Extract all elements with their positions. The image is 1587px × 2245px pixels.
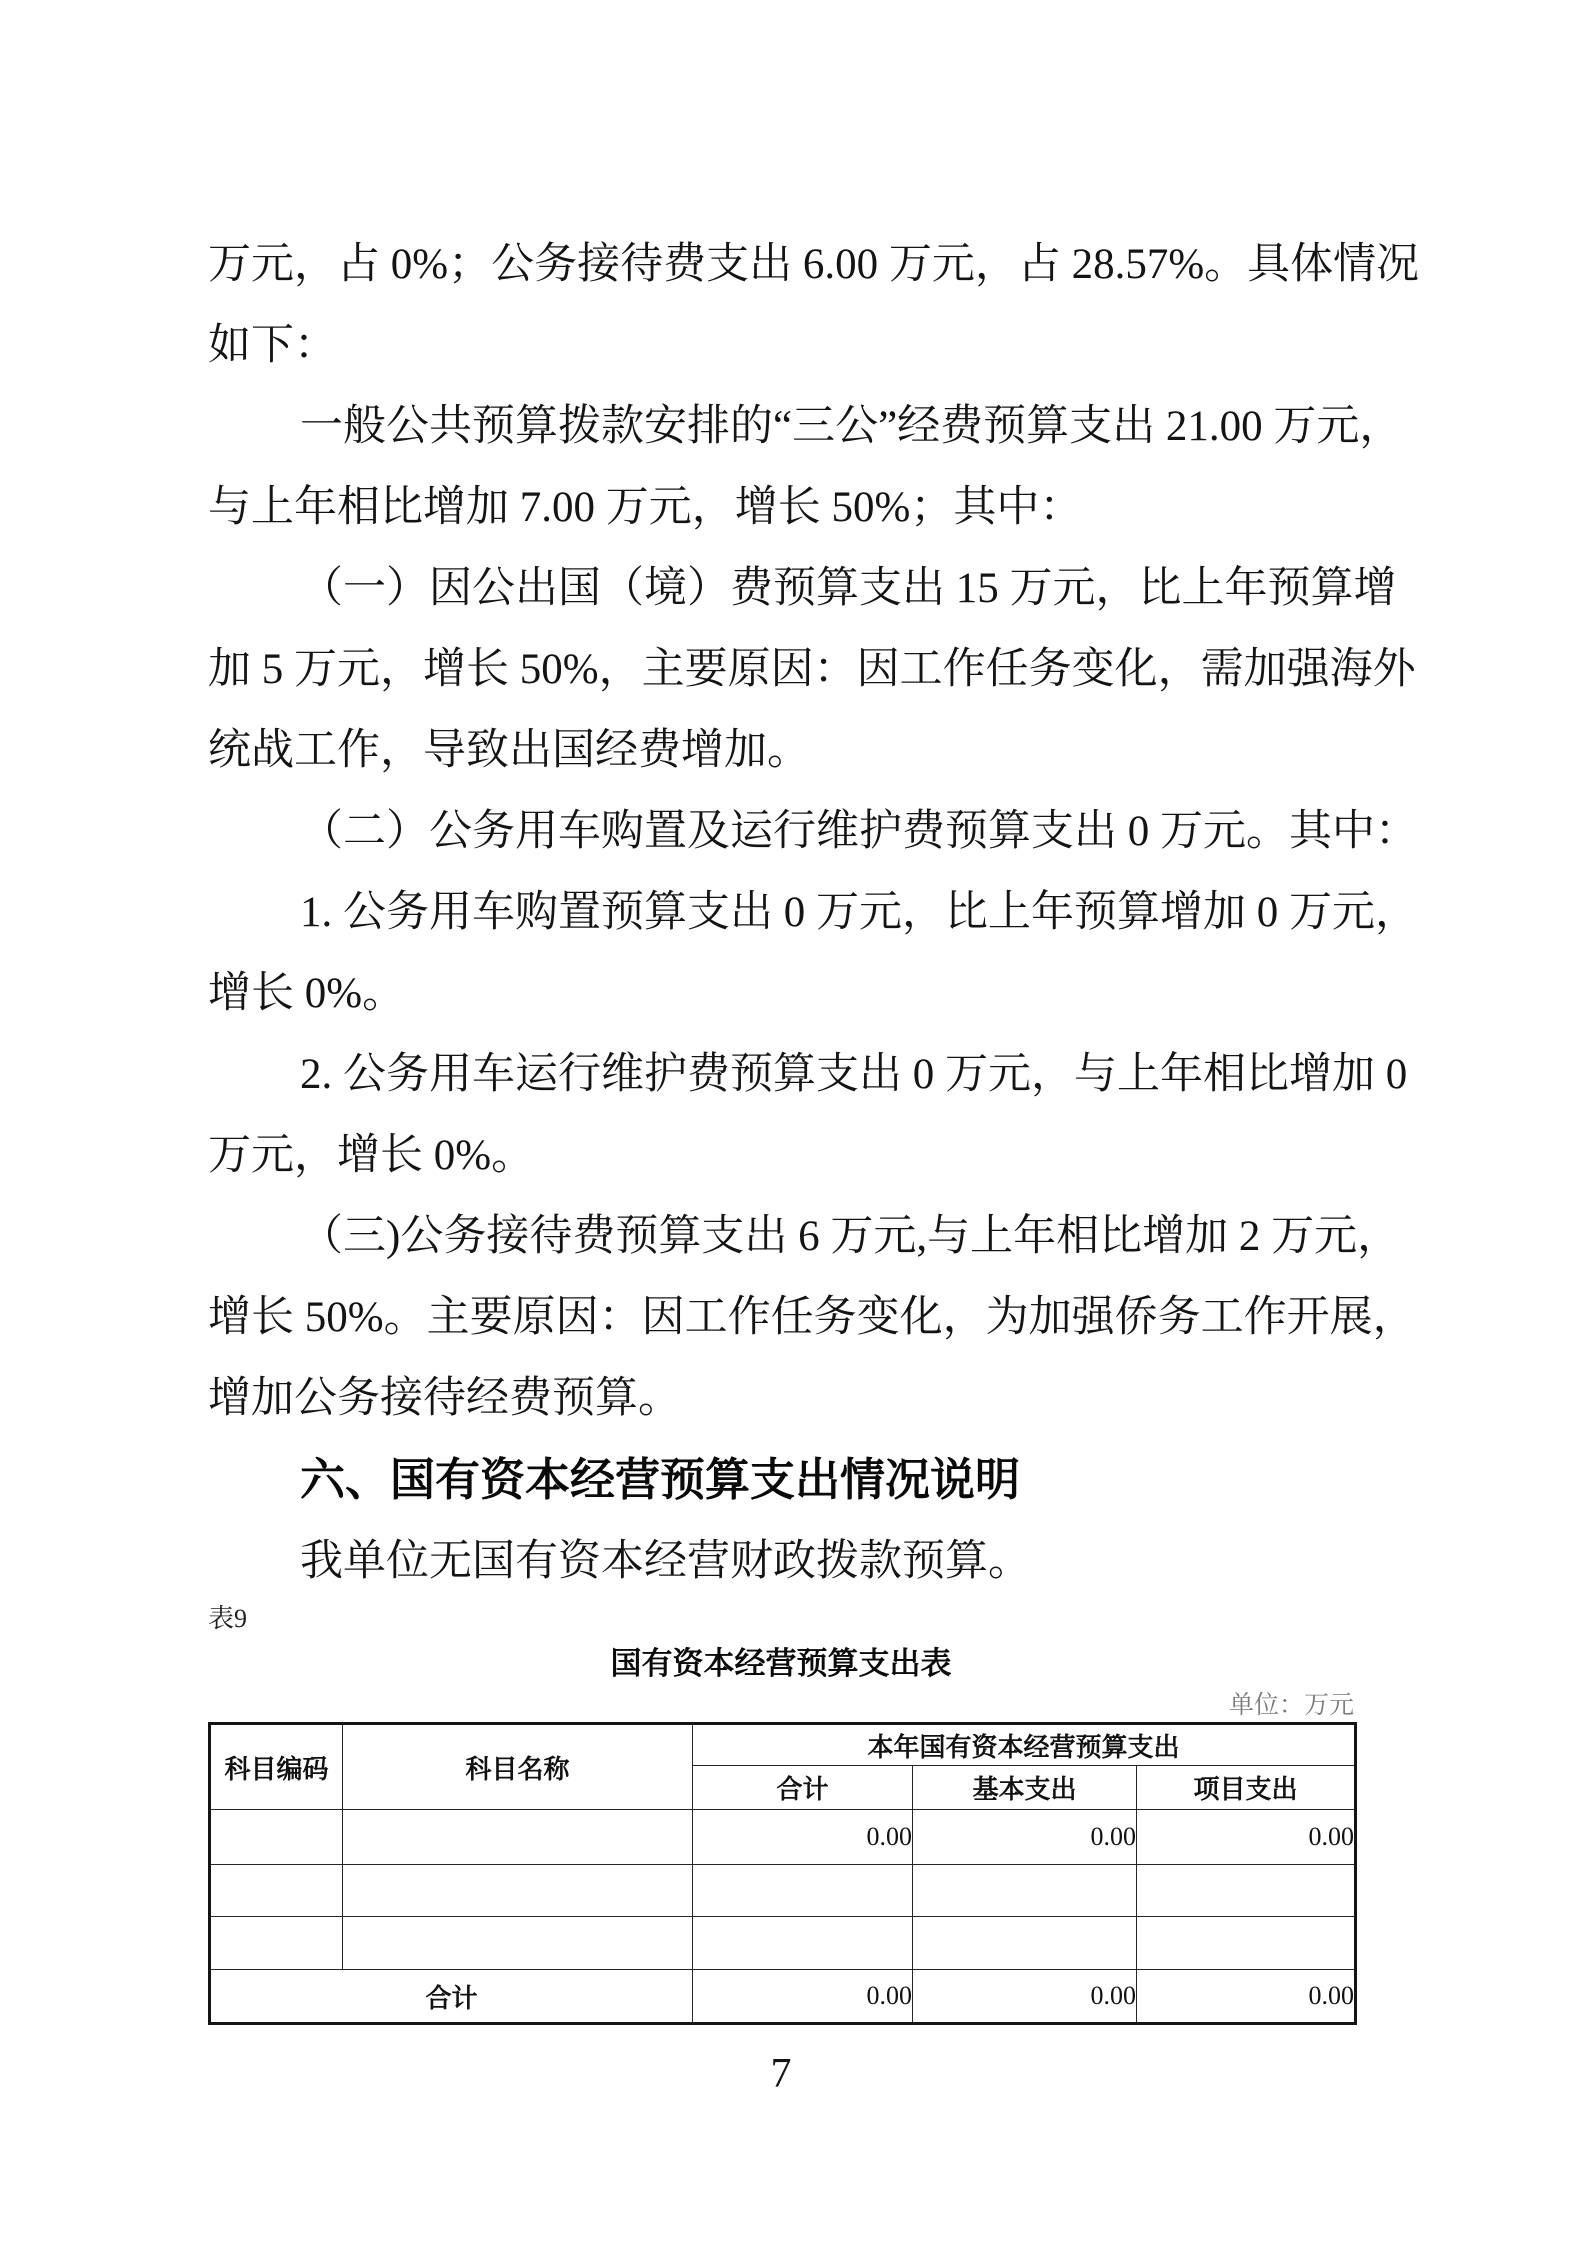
paragraph-line: 万元，占 0%；公务接待费支出 6.00 万元，占 28.57%。具体情况: [208, 241, 1420, 288]
cell-total: [693, 1865, 913, 1917]
col-header-subject-name: 科目名称: [343, 1724, 693, 1810]
cell-subject-code: [210, 1865, 343, 1917]
header-row-group: [210, 1724, 1356, 1766]
cell-subject-code: [210, 1810, 343, 1865]
paragraph-line: （二）公务用车购置及运行维护费预算支出 0 万元。其中：: [300, 808, 1418, 855]
paragraph-line: 如下：: [208, 322, 337, 369]
table-body: [210, 1810, 1356, 2024]
cell-total-label: 合计: [210, 1970, 693, 2024]
col-header-group: 本年国有资本经营预算支出: [693, 1724, 1356, 1766]
table-total-row: [210, 1970, 1356, 2024]
paragraph-line: （三)公务接待费预算支出 6 万元,与上年相比增加 2 万元，: [300, 1213, 1401, 1260]
cell-subject-name: [343, 1810, 693, 1865]
col-header-subject-code: 科目编码: [210, 1724, 343, 1810]
paragraph-line: 增长 0%。: [208, 970, 406, 1017]
cell-project: 0.00: [1137, 1970, 1356, 2024]
body-text-column: [208, 224, 1420, 2097]
unit-label: 单位：万元: [1228, 1691, 1354, 1719]
cell-basic: [913, 1917, 1137, 1970]
paragraph-line: 增加公务接待经费预算。: [208, 1375, 681, 1422]
paragraph-line: 一般公共预算拨款安排的“三公”经费预算支出 21.00 万元，: [300, 403, 1403, 450]
table-number-label: 表9: [208, 1604, 248, 1633]
paragraph-line: （一）因公出国（境）费预算支出 15 万元，比上年预算增: [300, 565, 1397, 612]
cell-project: [1137, 1917, 1356, 1970]
table-row: [210, 1917, 1356, 1970]
cell-basic: 0.00: [913, 1810, 1137, 1865]
cell-subject-name: [343, 1917, 693, 1970]
table-title: 国有资本经营预算支出表: [610, 1646, 952, 1681]
cell-basic: 0.00: [913, 1970, 1137, 2024]
paragraph-line: 增长 50%。主要原因：因工作任务变化，为加强侨务工作开展，: [208, 1294, 1416, 1341]
paragraph-line: 1. 公务用车购置预算支出 0 万元，比上年预算增加 0 万元，: [300, 889, 1418, 936]
paragraph-line: 我单位无国有资本经营财政拨款预算。: [300, 1538, 1031, 1585]
paragraph-line: 与上年相比增加 7.00 万元，增长 50%；其中：: [208, 484, 1083, 531]
cell-project: [1137, 1865, 1356, 1917]
paragraph-line: 万元，增长 0%。: [208, 1132, 535, 1179]
col-header-project: 项目支出: [1137, 1766, 1356, 1810]
col-header-total: 合计: [693, 1766, 913, 1810]
page-number: 7: [770, 2051, 792, 2097]
paragraph-line: 加 5 万元，增长 50%，主要原因：因工作任务变化，需加强海外: [208, 646, 1416, 693]
table-header: [210, 1724, 1356, 1810]
cell-total: 0.00: [693, 1810, 913, 1865]
table-row: [210, 1865, 1356, 1917]
section-heading: 六、国有资本经营预算支出情况说明: [300, 1454, 1021, 1505]
col-header-basic: 基本支出: [913, 1766, 1137, 1810]
paragraph-line: 2. 公务用车运行维护费预算支出 0 万元，与上年相比增加 0: [300, 1051, 1408, 1098]
state-capital-budget-table: [208, 1722, 1357, 2025]
cell-project: 0.00: [1137, 1810, 1356, 1865]
cell-basic: [913, 1865, 1137, 1917]
cell-subject-name: [343, 1865, 693, 1917]
cell-total: 0.00: [693, 1970, 913, 2024]
paragraph-line: 统战工作，导致出国经费增加。: [208, 727, 810, 774]
table-row: [210, 1810, 1356, 1865]
cell-subject-code: [210, 1917, 343, 1970]
cell-total: [693, 1917, 913, 1970]
